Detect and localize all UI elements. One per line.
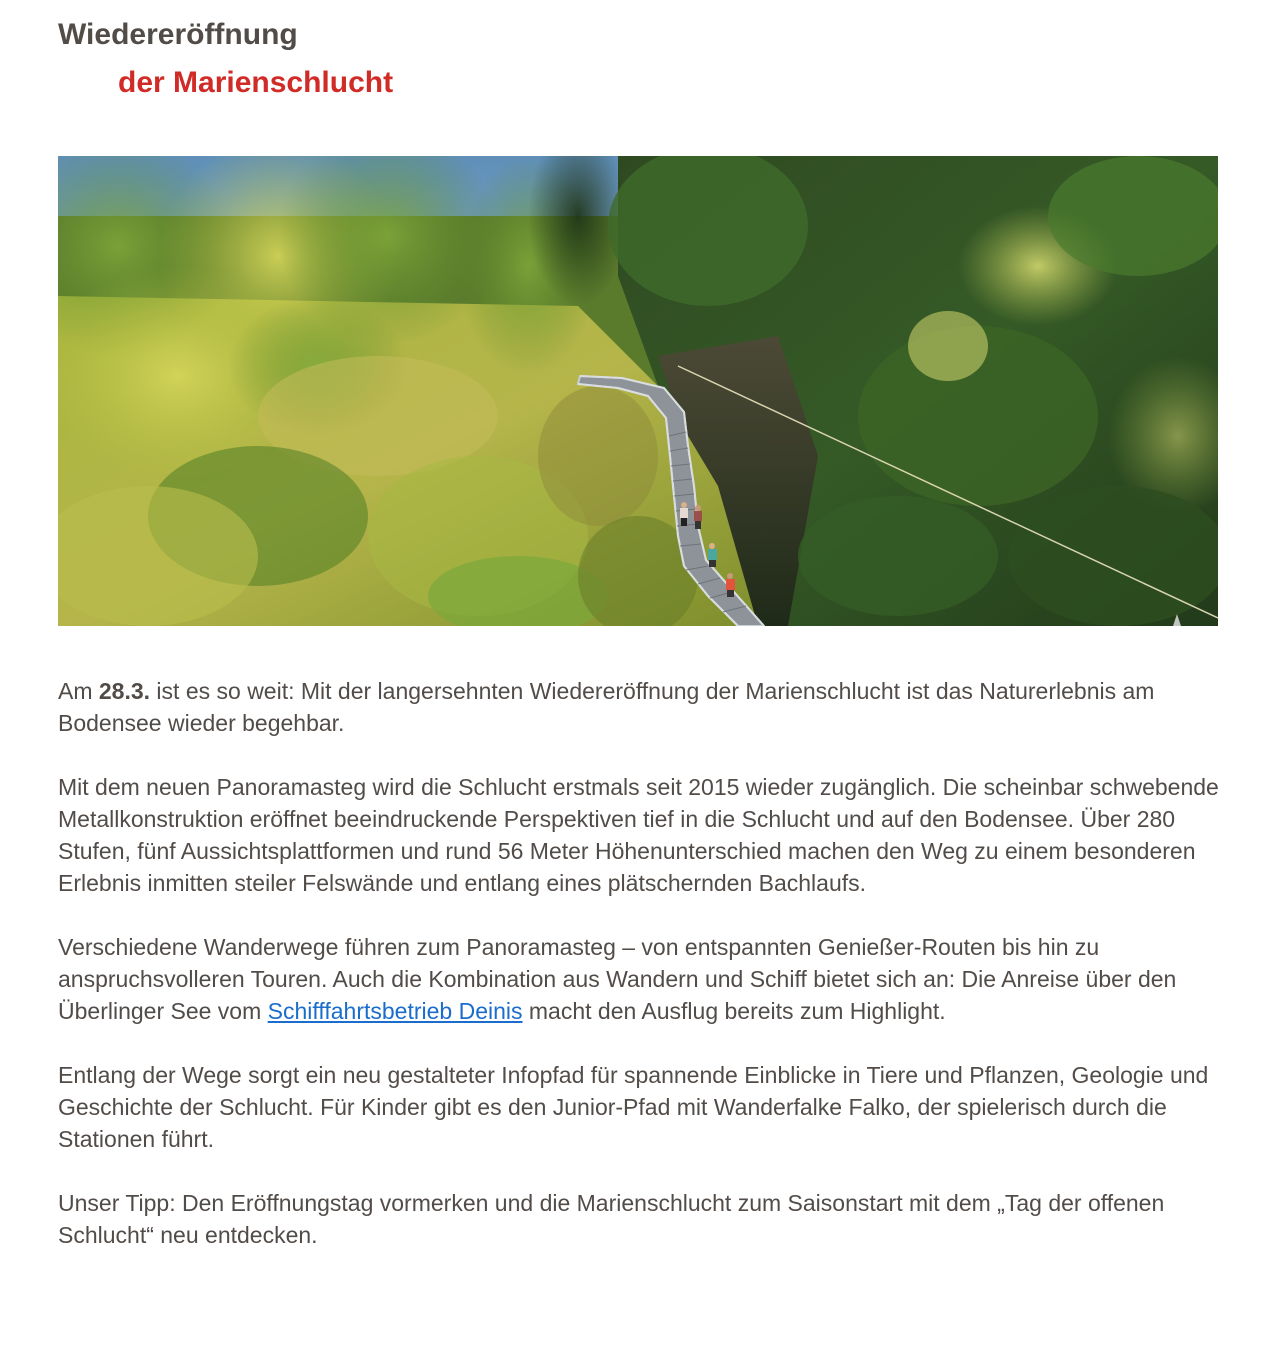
headline-line-2: der Marienschlucht	[118, 66, 394, 99]
paragraph-tipp: Unser Tipp: Den Eröffnungstag vormerken und die Marienschlucht zum Saisonstart mit dem „Tag der offenen Schlucht“ neu entdecken.	[58, 1190, 1165, 1248]
paragraph-opening	[58, 675, 1228, 739]
paragraph-wanderwege	[58, 931, 1228, 1027]
hero-image	[58, 156, 1218, 626]
paragraph-wanderwege-pre: Verschiedene Wanderwege führen zum Panoramasteg – von entspannten Genießer-Routen bis hin zu anspruchsvolleren Touren. Auch die Kombination aus Wandern und Schiff bietet sich an: Die Anreise über den Überlinger See vom	[58, 934, 1177, 1024]
article-body	[58, 675, 1228, 1283]
paragraph-infopfad: Entlang der Wege sorgt ein neu gestalteter Infopfad für spannende Einblicke in Tiere und Pflanzen, Geologie und Geschichte der Schlucht. Für Kinder gibt es den Junior-Pfad mit Wanderfalke Falko, der spielerisch durch die Stationen führt.	[58, 1062, 1209, 1152]
opening-date: 28.3.	[98, 678, 151, 704]
paragraph-panoramasteg: Mit dem neuen Panoramasteg wird die Schlucht erstmals seit 2015 wieder zugänglich. Die scheinbar schwebende Metallkonstruktion eröffnet beeindruckende Perspektiven tief in die Schlucht und auf den Bodensee. Über 280 Stufen, fünf Aussichtsplattformen und rund 56 Meter Höhenunterschied machen den Weg zu einem besonderen Erlebnis inmitten steiler Felswände und entlang eines plätschernden Bachlaufs.	[58, 774, 1219, 896]
paragraph-wanderwege-post: macht den Ausflug bereits zum Highlight.	[522, 998, 946, 1024]
headline	[58, 16, 393, 102]
schifffahrt-link[interactable]: Schifffahrtsbetrieb Deinis	[267, 998, 523, 1024]
hero-photo-illustration	[58, 156, 1218, 626]
paragraph-opening-pre: Am	[58, 678, 99, 704]
headline-line-1: Wiedereröffnung	[58, 18, 298, 51]
paragraph-opening-post: ist es so weit: Mit der langersehnten Wiedereröffnung der Marienschlucht ist das Naturerlebnis am Bodensee wieder begehbar.	[58, 678, 1155, 736]
